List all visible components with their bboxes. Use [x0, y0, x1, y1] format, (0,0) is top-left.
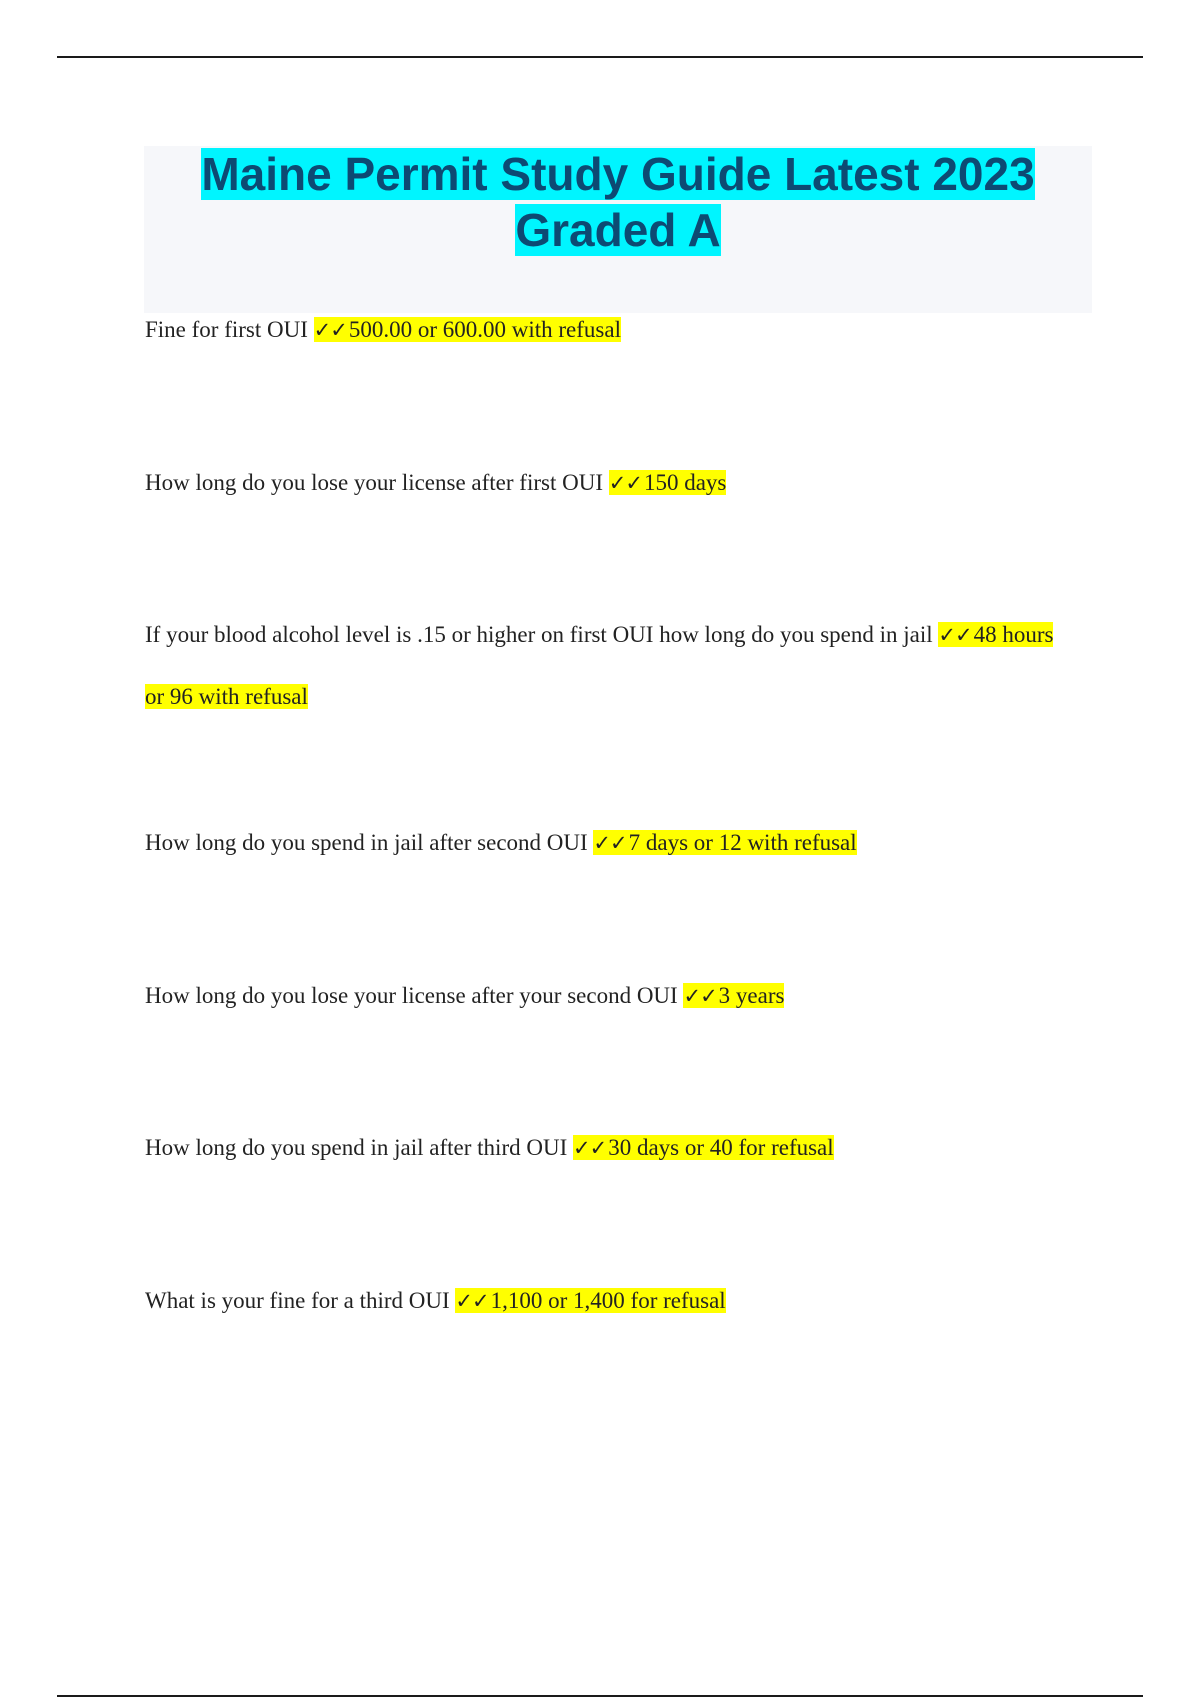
qa-item-1 [145, 299, 1065, 361]
answer-highlight [683, 983, 784, 1008]
question-text: How long do you lose your license after first OUI [145, 470, 603, 495]
qa-item-7 [145, 1270, 1065, 1332]
answer-highlight [314, 317, 621, 342]
title-block [144, 146, 1092, 313]
double-check-icon: ✓✓ [608, 471, 642, 495]
answer-highlight [609, 470, 727, 495]
qa-item-4 [145, 812, 1065, 874]
answer-text: 48 hours or 96 with refusal [145, 622, 1054, 709]
answer-highlight [593, 830, 856, 855]
answer-text: 30 days or 40 for refusal [608, 1135, 834, 1160]
answer-highlight [455, 1288, 725, 1313]
answer-text: 3 years [718, 983, 785, 1008]
question-text: How long do you spend in jail after second OUI [145, 830, 588, 855]
qa-item-6 [145, 1117, 1065, 1179]
bottom-rule [57, 1695, 1143, 1697]
question-text: How long do you lose your license after your second OUI [145, 983, 678, 1008]
answer-text: 1,100 or 1,400 for refusal [490, 1288, 726, 1313]
answer-text: 150 days [643, 470, 727, 495]
title-line-2: Graded A [515, 204, 721, 256]
question-text: What is your fine for a third OUI [145, 1288, 450, 1313]
double-check-icon: ✓✓ [938, 623, 972, 647]
title-line-1: Maine Permit Study Guide Latest 2023 [201, 148, 1035, 200]
answer-text: 500.00 or 600.00 with refusal [348, 317, 621, 342]
double-check-icon: ✓✓ [313, 318, 347, 342]
qa-item-5 [145, 965, 1065, 1027]
double-check-icon: ✓✓ [683, 984, 717, 1008]
page-title [144, 146, 1092, 258]
question-text: How long do you spend in jail after third OUI [145, 1135, 568, 1160]
question-text: Fine for first OUI [145, 317, 308, 342]
double-check-icon: ✓✓ [572, 1136, 607, 1160]
qa-item-3 [145, 604, 1065, 727]
top-rule [57, 56, 1143, 58]
question-text: If your blood alcohol level is .15 or higher on first OUI how long do you spend in jail [145, 622, 933, 647]
double-check-icon: ✓✓ [455, 1289, 489, 1313]
double-check-icon: ✓✓ [593, 831, 627, 855]
answer-highlight [573, 1135, 834, 1160]
qa-item-2 [145, 452, 1065, 514]
answer-text: 7 days or 12 with refusal [628, 830, 857, 855]
